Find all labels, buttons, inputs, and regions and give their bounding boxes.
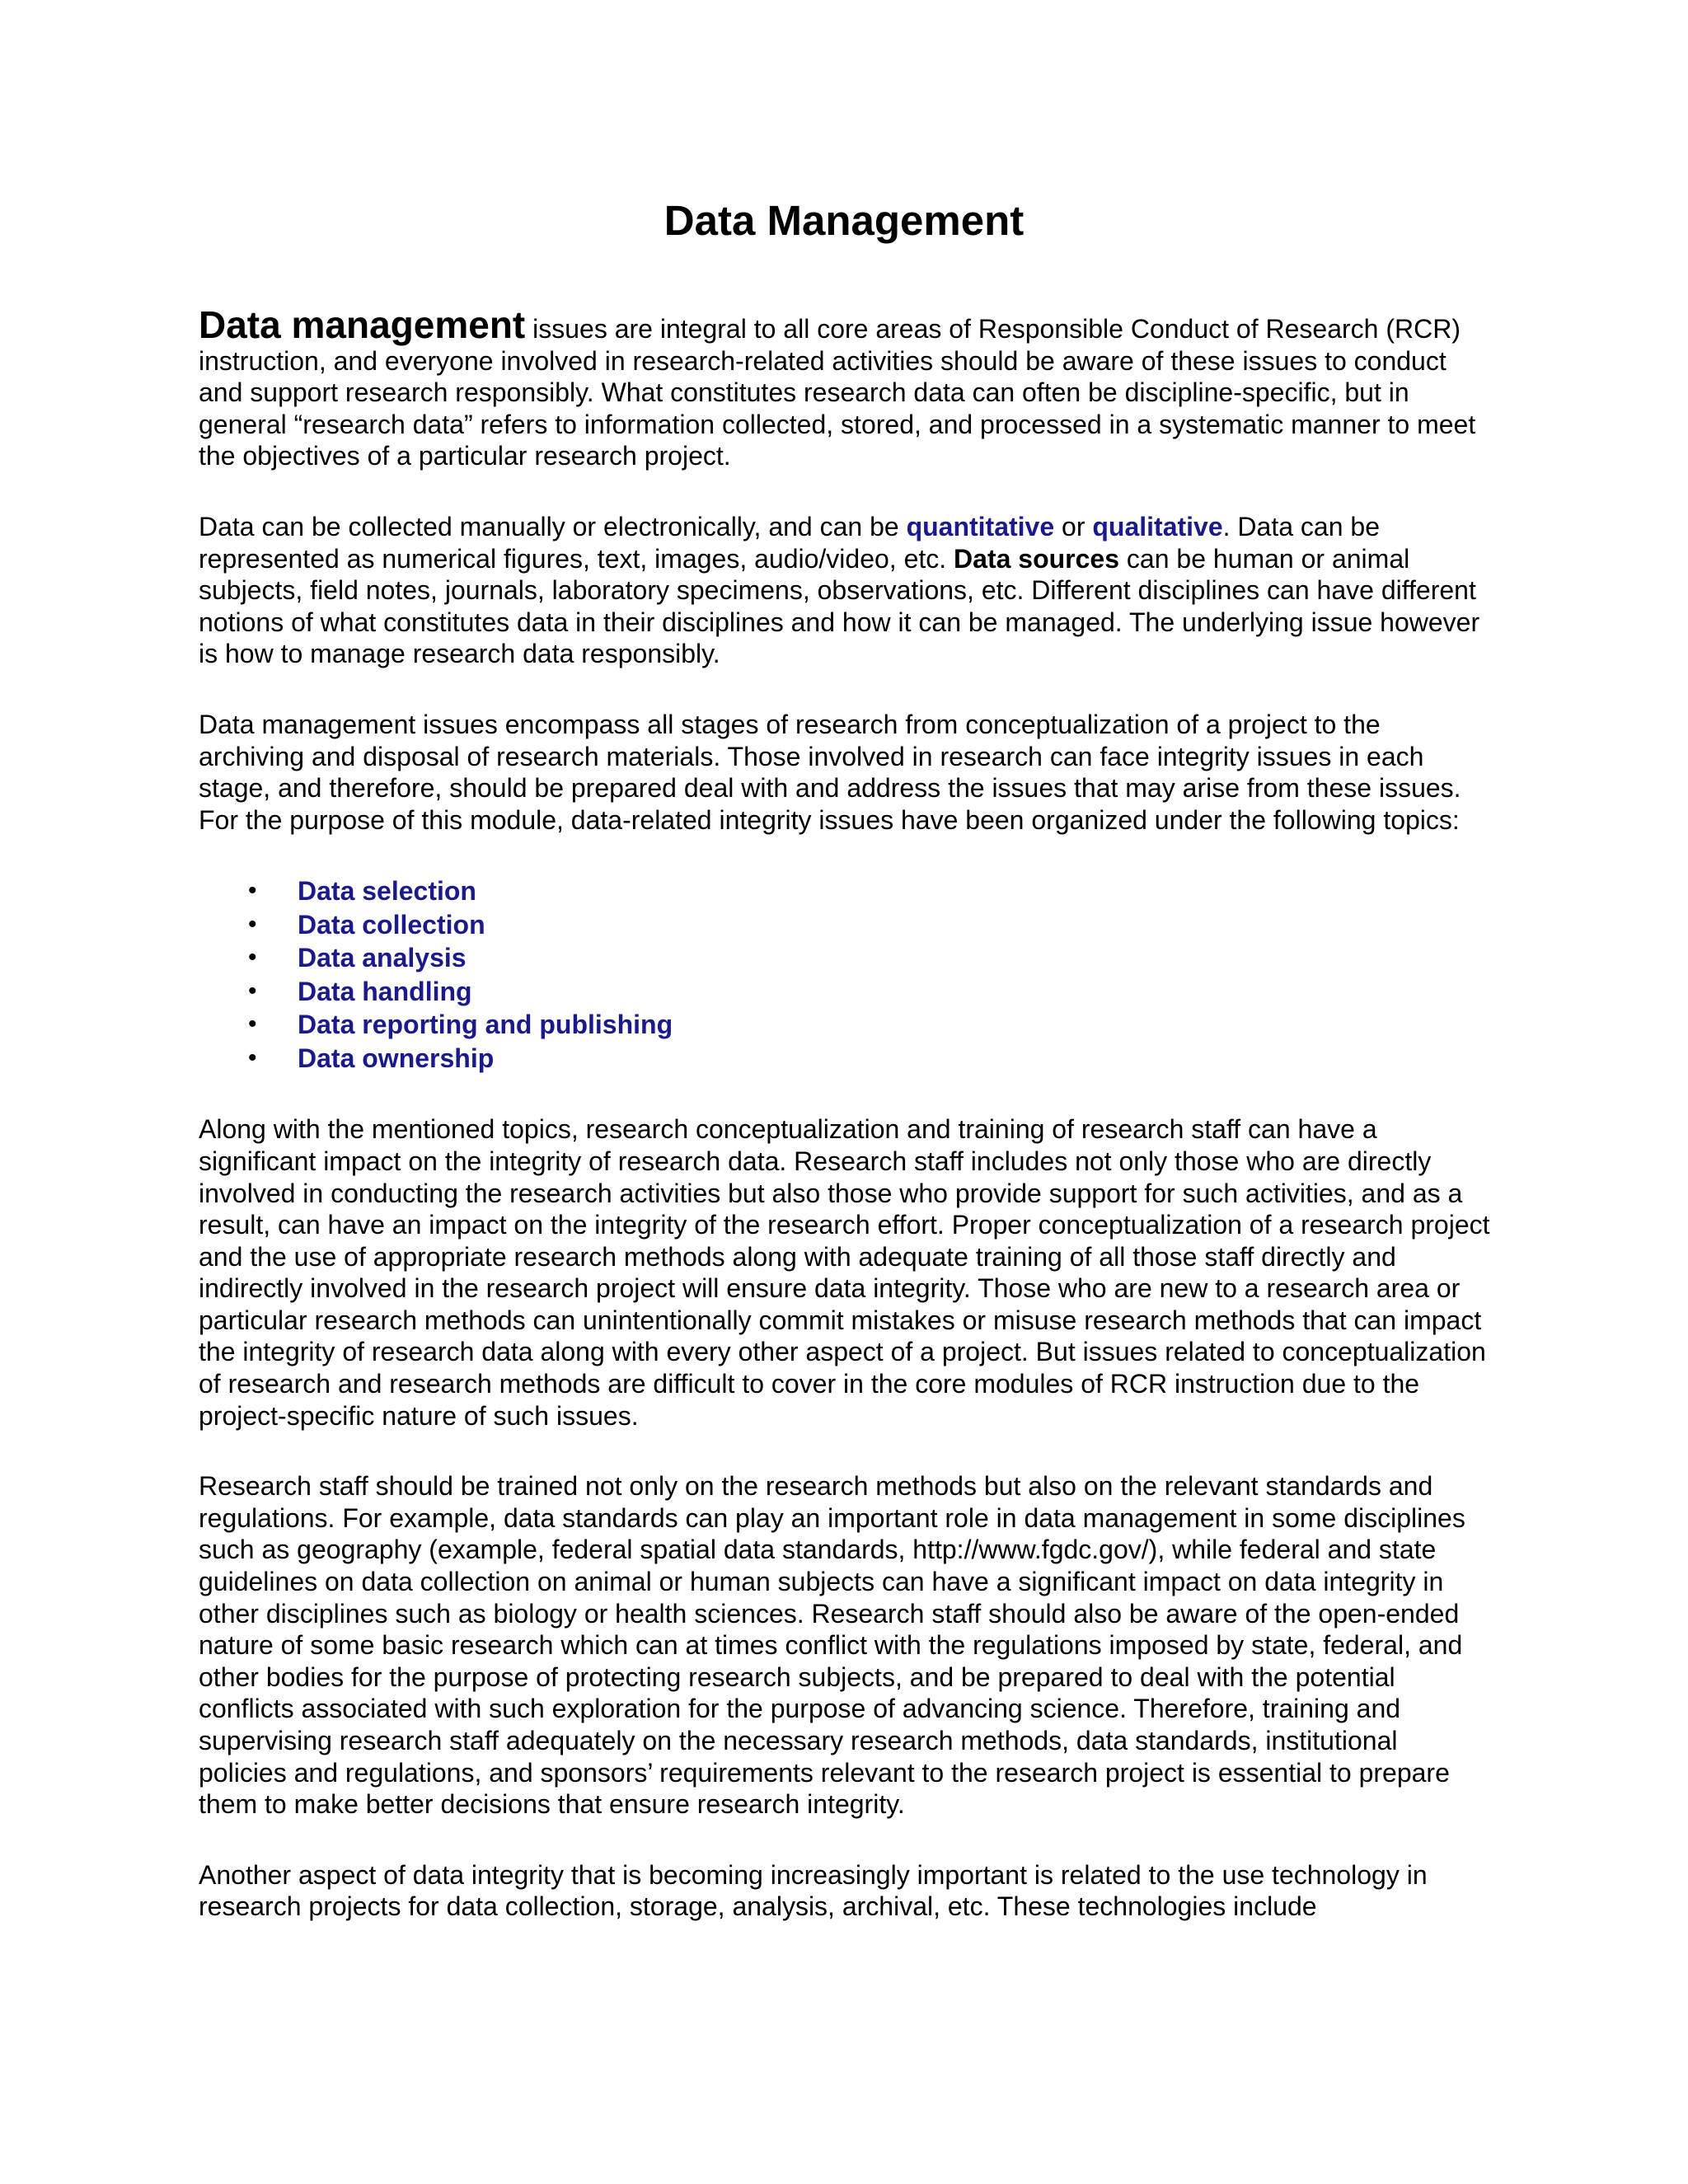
link-data-reporting-publishing[interactable]: Data reporting and publishing	[298, 1010, 673, 1040]
list-item	[199, 874, 1493, 908]
paragraph-training: Along with the mentioned topics, research conceptualization and training of research staff can have a significant impact on the integrity of research data. Research staff includes not only those who are directly involved in conducting the research activities but also those who provide support for such activities, and as a result, can have an impact on the integrity of the research effort. Proper conceptualization of a research project and the use of appropriate research methods along with adequate training of all those staff directly and indirectly involved in the research project will ensure data integrity. Those who are new to a research area or particular research methods can unintentionally commit mistakes or misuse research methods that can impact the integrity of research data along with every other aspect of a project. But issues related to conceptualization of research and research methods are difficult to cover in the core modules of RCR instruction due to the project-specific nature of such issues.	[199, 1114, 1490, 1431]
paragraph-standards: Research staff should be trained not only on the research methods but also on the relevant standards and regulations. For example, data standards can play an important role in data management in some disciplines such as geography (example, federal spatial data standards, http://www.fgdc.gov/), while federal and state guidelines on data collection on animal or human subjects can have a significant impact on data integrity in other disciplines such as biology or health sciences. Research staff should also be aware of the open-ended nature of some basic research which can at times conflict with the regulations imposed by state, federal, and other bodies for the purpose of protecting research subjects, and be prepared to deal with the potential conflicts associated with such exploration for the purpose of advancing science. Therefore, training and supervising research staff adequately on the necessary research methods, data standards, institutional policies and regulations, and sponsors’ requirements relevant to the research project is essential to prepare them to make better decisions that ensure research integrity.	[199, 1471, 1465, 1820]
lead-term: Data management	[199, 303, 526, 346]
document-body	[199, 303, 1493, 1961]
bullet-icon: •	[248, 977, 257, 1005]
paragraph-intro-text: issues are integral to all core areas of Responsible Conduct of Research (RCR) instruction, and everyone involved in research-related activities should be aware of these issues to conduct and support research responsibly. What constitutes research data can often be discipline-specific, but in general “research data” refers to information collected, stored, and processed in a systematic manner to meet the objectives of a particular research project.	[199, 314, 1476, 471]
paragraph-technology: Another aspect of data integrity that is becoming increasingly important is related to the use technology in research projects for data collection, storage, analysis, archival, etc. These technologies include	[199, 1859, 1428, 1922]
link-data-ownership[interactable]: Data ownership	[298, 1043, 495, 1073]
link-data-handling[interactable]: Data handling	[298, 976, 472, 1006]
bullet-icon: •	[248, 1043, 257, 1071]
paragraph-stages: Data management issues encompass all stages of research from conceptualization of a project to the archiving and disposal of research materials. Those involved in research can face integrity issues in each stage, and therefore, should be prepared deal with and address the issues that may arise from these issues. For the purpose of this module, data-related integrity issues have been organized under the following topics:	[199, 709, 1461, 835]
text-segment: or	[1054, 511, 1093, 541]
list-item	[199, 1042, 1493, 1076]
text-segment: can be human or animal subjects, field notes, journals, laboratory specimens, observations, etc. Different disciplines can have different notions of what constitutes data in their disciplines and how it can be managed. The underlying issue however is how to manage research data responsibly.	[199, 543, 1480, 669]
bullet-icon: •	[248, 910, 257, 938]
link-data-analysis[interactable]: Data analysis	[298, 943, 467, 973]
link-qualitative[interactable]: qualitative	[1092, 511, 1223, 541]
text-segment: Data can be collected manually or electronically, and can be	[199, 511, 907, 541]
text-segment: . Data can be represented as numerical figures, text, images, audio/video, etc.	[199, 511, 1380, 574]
link-quantitative[interactable]: quantitative	[906, 511, 1055, 541]
bold-term-data-sources: Data sources	[954, 543, 1120, 574]
bullet-icon: •	[248, 877, 257, 905]
link-data-collection[interactable]: Data collection	[298, 909, 485, 940]
bullet-icon: •	[248, 1010, 257, 1038]
list-item	[199, 941, 1493, 975]
paragraph-intro	[199, 303, 1493, 472]
page-title: Data Management	[663, 197, 1025, 244]
list-item	[199, 1008, 1493, 1042]
list-item	[199, 908, 1493, 942]
bullet-icon: •	[248, 944, 257, 972]
topics-list	[199, 874, 1493, 1075]
paragraph-data-types	[199, 511, 1493, 670]
list-item	[199, 975, 1493, 1009]
link-data-selection[interactable]: Data selection	[298, 876, 476, 907]
